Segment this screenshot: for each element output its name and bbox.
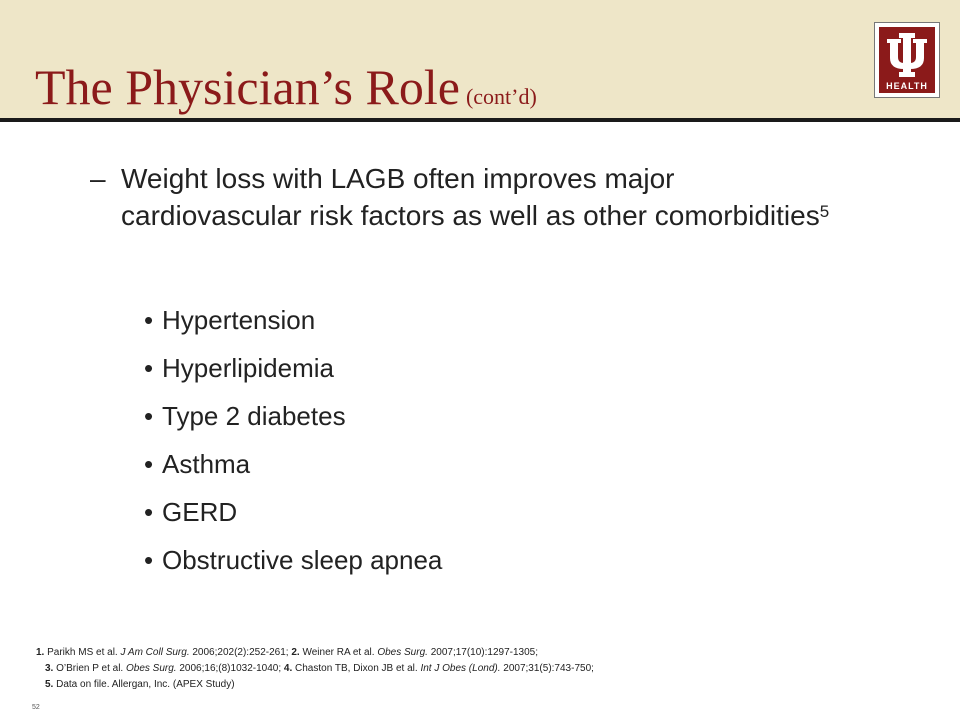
ref-details: 2006;202(2):252-261; bbox=[192, 647, 289, 658]
slide-title bbox=[35, 58, 537, 126]
ref-authors: Weiner RA et al. bbox=[302, 647, 375, 658]
ref-authors: Parikh MS et al. bbox=[47, 647, 118, 658]
ref-authors: Chaston TB, Dixon JB et al. bbox=[295, 663, 418, 674]
comorbidity-list bbox=[144, 296, 442, 584]
list-item-label: Obstructive sleep apnea bbox=[162, 545, 443, 575]
reference-line bbox=[36, 645, 594, 661]
ref-authors: O’Brien P et al. bbox=[56, 663, 124, 674]
bullet-glyph: • bbox=[144, 545, 154, 575]
ref-journal: Obes Surg. bbox=[125, 663, 177, 674]
list-item bbox=[144, 344, 442, 392]
lead-dash: – bbox=[90, 163, 106, 194]
lead-text-block bbox=[121, 160, 850, 234]
logo-text: HEALTH bbox=[886, 81, 928, 91]
list-item bbox=[144, 296, 442, 344]
ref-journal: Int J Obes (Lond). bbox=[420, 663, 501, 674]
ref-details: 2007;31(5):743-750; bbox=[503, 663, 594, 674]
bullet-glyph: • bbox=[144, 305, 154, 335]
bullet-glyph: • bbox=[144, 401, 154, 431]
lead-citation: 5 bbox=[819, 202, 830, 221]
list-item bbox=[144, 488, 442, 536]
iu-health-logo bbox=[874, 22, 940, 98]
list-item bbox=[144, 392, 442, 440]
ref-authors: Data on file. Allergan, Inc. (APEX Study) bbox=[56, 679, 235, 690]
bullet-glyph: • bbox=[144, 497, 154, 527]
slide-title-main: The Physician’s Role bbox=[35, 59, 460, 115]
list-item-label: Hypertension bbox=[162, 305, 316, 335]
list-item bbox=[144, 440, 442, 488]
list-item-label: Hyperlipidemia bbox=[162, 353, 334, 383]
reference-line bbox=[45, 661, 594, 677]
references bbox=[36, 645, 594, 693]
ref-number: 1. bbox=[36, 647, 45, 658]
iu-trident-icon bbox=[884, 31, 930, 79]
ref-details: 2007;17(10):1297-1305; bbox=[430, 647, 539, 658]
bullet-glyph: • bbox=[144, 353, 154, 383]
ref-number: 5. bbox=[45, 679, 54, 690]
ref-journal: J Am Coll Surg. bbox=[120, 647, 190, 658]
list-item bbox=[144, 536, 442, 584]
slide-number: 52 bbox=[32, 704, 40, 711]
ref-journal: Obes Surg. bbox=[377, 647, 428, 658]
reference-line bbox=[45, 677, 594, 693]
lead-point bbox=[90, 160, 850, 234]
list-item-label: Asthma bbox=[162, 449, 251, 479]
ref-number: 4. bbox=[283, 663, 293, 674]
ref-number: 3. bbox=[45, 663, 54, 674]
ref-details: 2006;16;(8)1032-1040; bbox=[179, 663, 282, 674]
slide-title-suffix: (cont’d) bbox=[465, 84, 537, 109]
ref-number: 2. bbox=[291, 647, 300, 658]
list-item-label: GERD bbox=[162, 497, 238, 527]
lead-text: Weight loss with LAGB often improves major cardiovascular risk factors as well as other comorbidities bbox=[121, 163, 820, 231]
bullet-glyph: • bbox=[144, 449, 154, 479]
list-item-label: Type 2 diabetes bbox=[162, 401, 346, 431]
